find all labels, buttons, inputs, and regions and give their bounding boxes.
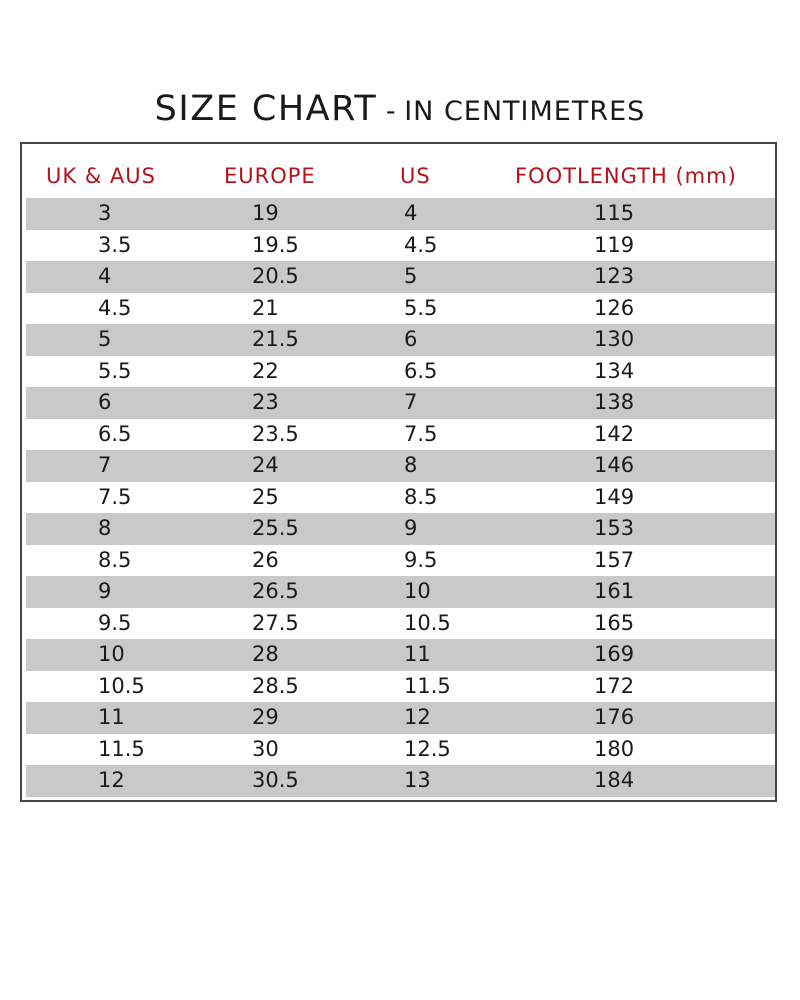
size-table <box>20 142 777 802</box>
cell-uk-aus: 8 <box>98 516 112 540</box>
cell-uk-aus: 12 <box>98 768 125 792</box>
cell-footlength: 180 <box>594 736 635 761</box>
cell-footlength: 165 <box>594 610 635 635</box>
cell-europe: 20.5 <box>252 264 299 288</box>
cell-us: 4 <box>404 201 418 225</box>
cell-europe: 19 <box>252 201 279 225</box>
table-row <box>26 387 775 419</box>
cell-uk-aus: 6.5 <box>98 421 132 446</box>
header-europe: EUROPE <box>224 164 316 188</box>
cell-uk-aus: 9.5 <box>98 610 132 635</box>
cell-uk-aus: 3 <box>98 201 112 225</box>
cell-europe: 28.5 <box>252 673 299 698</box>
cell-europe: 27.5 <box>252 610 299 635</box>
cell-footlength: 126 <box>594 295 635 320</box>
table-row <box>26 545 775 577</box>
cell-us: 9.5 <box>404 547 438 572</box>
header-us: US <box>400 164 431 188</box>
cell-europe: 25 <box>252 484 279 509</box>
cell-footlength: 172 <box>594 673 635 698</box>
cell-us: 5.5 <box>404 295 438 320</box>
cell-footlength: 138 <box>594 390 635 414</box>
table-row <box>26 734 775 766</box>
cell-uk-aus: 10 <box>98 642 125 666</box>
cell-footlength: 153 <box>594 516 635 540</box>
cell-us: 5 <box>404 264 418 288</box>
cell-uk-aus: 5 <box>98 327 112 351</box>
cell-us: 7 <box>404 390 418 414</box>
cell-europe: 21 <box>252 295 279 320</box>
cell-footlength: 115 <box>594 201 635 225</box>
table-row <box>26 324 775 356</box>
cell-uk-aus: 4 <box>98 264 112 288</box>
table-row <box>26 482 775 514</box>
cell-europe: 22 <box>252 358 279 383</box>
cell-footlength: 184 <box>594 768 635 792</box>
cell-uk-aus: 6 <box>98 390 112 414</box>
title-main: SIZE CHART <box>154 89 378 129</box>
cell-europe: 28 <box>252 642 279 666</box>
header-uk-aus: UK & AUS <box>46 164 156 188</box>
cell-europe: 23.5 <box>252 421 299 446</box>
cell-us: 8.5 <box>404 484 438 509</box>
cell-footlength: 146 <box>594 453 635 477</box>
page-title <box>0 89 800 129</box>
table-row <box>26 765 775 797</box>
table-header-row <box>22 158 775 194</box>
cell-us: 10.5 <box>404 610 451 635</box>
cell-uk-aus: 11.5 <box>98 736 145 761</box>
cell-europe: 26 <box>252 547 279 572</box>
cell-footlength: 169 <box>594 642 635 666</box>
table-row <box>26 671 775 703</box>
cell-us: 8 <box>404 453 418 477</box>
table-row <box>26 450 775 482</box>
cell-us: 10 <box>404 579 431 603</box>
table-row <box>26 198 775 230</box>
cell-uk-aus: 8.5 <box>98 547 132 572</box>
cell-uk-aus: 4.5 <box>98 295 132 320</box>
cell-uk-aus: 7 <box>98 453 112 477</box>
cell-footlength: 134 <box>594 358 635 383</box>
cell-us: 6.5 <box>404 358 438 383</box>
table-row <box>26 293 775 325</box>
cell-us: 6 <box>404 327 418 351</box>
cell-footlength: 161 <box>594 579 635 603</box>
cell-europe: 26.5 <box>252 579 299 603</box>
cell-uk-aus: 7.5 <box>98 484 132 509</box>
cell-footlength: 149 <box>594 484 635 509</box>
table-row <box>26 356 775 388</box>
cell-europe: 24 <box>252 453 279 477</box>
cell-us: 11.5 <box>404 673 451 698</box>
cell-europe: 21.5 <box>252 327 299 351</box>
cell-footlength: 119 <box>594 232 635 257</box>
cell-uk-aus: 11 <box>98 705 125 729</box>
table-body <box>26 198 775 797</box>
cell-uk-aus: 9 <box>98 579 112 603</box>
cell-europe: 30.5 <box>252 768 299 792</box>
table-row <box>26 639 775 671</box>
table-row <box>26 513 775 545</box>
cell-footlength: 176 <box>594 705 635 729</box>
cell-us: 12.5 <box>404 736 451 761</box>
table-row <box>26 261 775 293</box>
table-row <box>26 702 775 734</box>
title-separator: - <box>377 96 405 127</box>
cell-uk-aus: 5.5 <box>98 358 132 383</box>
cell-footlength: 157 <box>594 547 635 572</box>
cell-footlength: 123 <box>594 264 635 288</box>
cell-europe: 25.5 <box>252 516 299 540</box>
cell-uk-aus: 3.5 <box>98 232 132 257</box>
cell-us: 7.5 <box>404 421 438 446</box>
cell-footlength: 142 <box>594 421 635 446</box>
title-subtitle: IN CENTIMETRES <box>404 96 646 127</box>
cell-us: 9 <box>404 516 418 540</box>
cell-footlength: 130 <box>594 327 635 351</box>
cell-us: 13 <box>404 768 431 792</box>
cell-us: 4.5 <box>404 232 438 257</box>
table-row <box>26 419 775 451</box>
cell-uk-aus: 10.5 <box>98 673 145 698</box>
cell-us: 11 <box>404 642 431 666</box>
table-row <box>26 608 775 640</box>
cell-us: 12 <box>404 705 431 729</box>
cell-europe: 29 <box>252 705 279 729</box>
cell-europe: 19.5 <box>252 232 299 257</box>
cell-europe: 30 <box>252 736 279 761</box>
table-row <box>26 230 775 262</box>
table-row <box>26 576 775 608</box>
header-footlength: FOOTLENGTH (mm) <box>515 164 737 188</box>
cell-europe: 23 <box>252 390 279 414</box>
